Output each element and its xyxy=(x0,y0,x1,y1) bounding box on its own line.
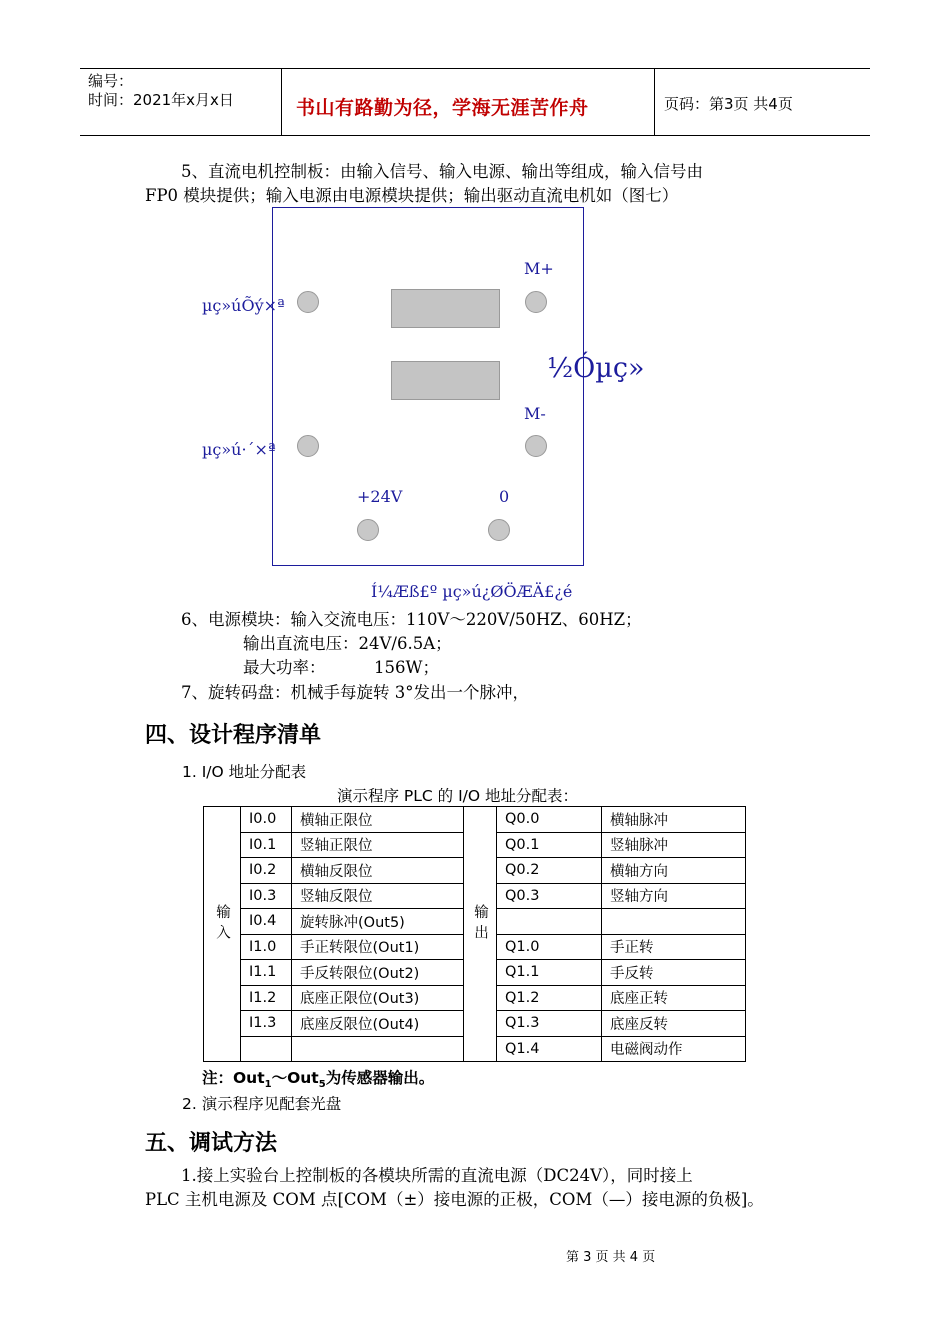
output-desc-cell: 底座正转 xyxy=(602,985,746,1011)
table-note-prefix: 注：Out xyxy=(202,1069,265,1087)
output-desc-cell: 手反转 xyxy=(602,960,746,986)
terminal-zero xyxy=(488,519,510,541)
terminal-input-forward xyxy=(297,291,319,313)
input-addr-cell: I1.0 xyxy=(241,934,292,960)
input-group-text: 输入 xyxy=(214,903,230,945)
diagram-label-motor: ½Óµç» xyxy=(547,353,645,384)
table-title: 演示程序 PLC 的 I/O 地址分配表： xyxy=(337,787,579,805)
input-desc-cell: 竖轴反限位 xyxy=(292,883,464,909)
input-desc-cell: 手正转限位(Out1) xyxy=(292,934,464,960)
output-group-label xyxy=(464,807,497,1062)
section4-title: 四、设计程序清单 xyxy=(145,723,322,748)
item6-line3-value: 156W； xyxy=(374,658,439,677)
input-desc-cell: 底座反限位(Out4) xyxy=(292,1011,464,1037)
output-addr-cell: Q1.3 xyxy=(497,1011,602,1037)
section4-sub1: 1. I/O 地址分配表 xyxy=(182,763,307,781)
output-addr-cell: Q1.0 xyxy=(497,934,602,960)
header-divider-right xyxy=(654,68,655,135)
item5-line1: 5、直流电机控制板：由输入信号、输入电源、输出等组成，输入信号由 xyxy=(181,162,703,181)
output-addr-cell: Q1.2 xyxy=(497,985,602,1011)
input-desc-cell: 竖轴正限位 xyxy=(292,832,464,858)
input-addr-cell: I0.0 xyxy=(241,807,292,833)
output-desc-cell xyxy=(602,909,746,935)
terminal-input-reverse xyxy=(297,435,319,457)
table-row xyxy=(204,807,746,833)
header-bottom-rule xyxy=(80,135,870,136)
input-addr-cell: I0.1 xyxy=(241,832,292,858)
footer-page: 第 3 页 共 4 页 xyxy=(566,1250,656,1265)
output-desc-cell: 电磁阀动作 xyxy=(602,1036,746,1062)
io-address-table xyxy=(203,806,746,1062)
diagram-label-24v: +24V xyxy=(357,487,403,506)
output-addr-cell: Q0.3 xyxy=(497,883,602,909)
diagram-label-zero: 0 xyxy=(499,487,510,506)
section5-title: 五、调试方法 xyxy=(145,1131,278,1156)
item6-line2: 输出直流电压：24V/6.5A； xyxy=(243,634,452,653)
output-desc-cell: 竖轴脉冲 xyxy=(602,832,746,858)
board-component-top xyxy=(391,289,500,328)
section4-sub2: 2. 演示程序见配套光盘 xyxy=(182,1095,342,1113)
table-note-mid: ～Out xyxy=(271,1069,319,1087)
diagram-caption: Í¼Æß£º µç»ú¿ØÖÆÄ£¿é xyxy=(371,582,573,601)
input-group-label xyxy=(204,807,241,1062)
input-addr-cell: I1.3 xyxy=(241,1011,292,1037)
header-number-label: 编号： xyxy=(88,72,134,90)
header-page-info: 页码：第3页 共4页 xyxy=(664,95,793,113)
terminal-m-minus xyxy=(525,435,547,457)
section5-para-line2: PLC 主机电源及 COM 点[COM（±）接电源的正极，COM（—）接电源的负极]。 xyxy=(145,1190,764,1209)
diagram-label-m-plus: M+ xyxy=(524,259,554,278)
input-addr-cell: I0.4 xyxy=(241,909,292,935)
item6-line3-label: 最大功率： xyxy=(243,658,326,677)
output-addr-cell xyxy=(497,909,602,935)
table-note-suffix: 为传感器输出。 xyxy=(325,1069,435,1087)
header-top-rule xyxy=(80,68,870,69)
output-desc-cell: 竖轴方向 xyxy=(602,883,746,909)
item7: 7、旋转码盘：机械手每旋转 3°发出一个脉冲， xyxy=(181,683,529,702)
input-desc-cell: 横轴反限位 xyxy=(292,858,464,884)
input-desc-cell: 旋转脉冲(Out5) xyxy=(292,909,464,935)
diagram-label-m-minus: M- xyxy=(524,404,546,423)
input-addr-cell: I0.3 xyxy=(241,883,292,909)
diagram-label-input-forward: µç»úÕý×ª xyxy=(202,296,285,315)
output-desc-cell: 手正转 xyxy=(602,934,746,960)
input-desc-cell: 横轴正限位 xyxy=(292,807,464,833)
terminal-m-plus xyxy=(525,291,547,313)
input-addr-cell xyxy=(241,1036,292,1062)
output-addr-cell: Q1.4 xyxy=(497,1036,602,1062)
output-addr-cell: Q0.1 xyxy=(497,832,602,858)
output-addr-cell: Q0.2 xyxy=(497,858,602,884)
output-addr-cell: Q0.0 xyxy=(497,807,602,833)
table-note-sub1: 1 xyxy=(264,1079,272,1091)
output-desc-cell: 横轴脉冲 xyxy=(602,807,746,833)
table-note xyxy=(202,1066,434,1090)
input-addr-cell: I1.1 xyxy=(241,960,292,986)
output-addr-cell: Q1.1 xyxy=(497,960,602,986)
section5-para-line1: 1.接上实验台上控制板的各模块所需的直流电源（DC24V），同时接上 xyxy=(181,1166,693,1185)
diagram-label-input-reverse: µç»ú·´×ª xyxy=(202,440,276,459)
terminal-24v xyxy=(357,519,379,541)
header-divider-left xyxy=(281,68,282,135)
item5-line2: FP0 模块提供；输入电源由电源模块提供；输出驱动直流电机如（图七） xyxy=(145,186,679,205)
header-motto: 书山有路勤为径，学海无涯苦作舟 xyxy=(296,97,589,119)
input-desc-cell xyxy=(292,1036,464,1062)
table-note-sub2: 5 xyxy=(318,1079,326,1091)
item6-line1: 6、电源模块：输入交流电压：110V～220V/50HZ、60HZ； xyxy=(181,610,642,629)
output-group-text: 输出 xyxy=(472,903,488,945)
input-desc-cell: 底座正限位(Out3) xyxy=(292,985,464,1011)
input-desc-cell: 手反转限位(Out2) xyxy=(292,960,464,986)
board-component-bottom xyxy=(391,361,500,400)
output-desc-cell: 横轴方向 xyxy=(602,858,746,884)
header-time-label: 时间：2021年x月x日 xyxy=(88,91,234,109)
input-addr-cell: I0.2 xyxy=(241,858,292,884)
output-desc-cell: 底座反转 xyxy=(602,1011,746,1037)
input-addr-cell: I1.2 xyxy=(241,985,292,1011)
